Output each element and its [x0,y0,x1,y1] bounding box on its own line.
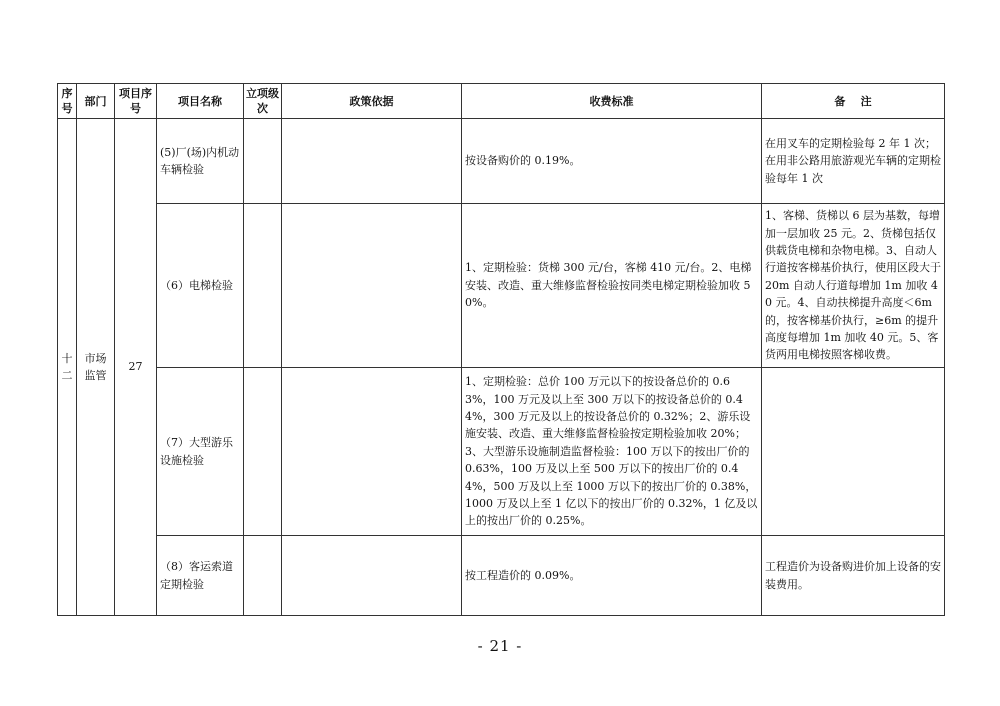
header-item-name: 项目名称 [157,84,244,119]
header-dept: 部门 [77,84,115,119]
header-row [58,84,945,119]
header-remark: 备 注 [762,84,945,119]
policy-cell [282,368,462,536]
item-name-cell: （7）大型游乐设施检验 [157,368,244,536]
table-row [58,119,945,204]
remark-cell: 工程造价为设备购进价加上设备的安装费用。 [762,536,945,616]
item-name-cell: (5)厂(场)内机动车辆检验 [157,119,244,204]
level-cell [244,368,282,536]
header-policy: 政策依据 [282,84,462,119]
level-cell [244,119,282,204]
header-standard: 收费标准 [462,84,762,119]
item-name-cell: （8）客运索道定期检验 [157,536,244,616]
policy-cell [282,204,462,368]
standard-cell: 1、定期检验：货梯 300 元/台，客梯 410 元/台。2、电梯安装、改造、重大维修监督检验按同类电梯定期检验加收 50%。 [462,204,762,368]
table-row [58,204,945,368]
standard-cell: 1、定期检验：总价 100 万元以下的按设备总价的 0.63%，100 万元及以上至 300 万以下的按设备总价的 0.44%，300 万元及以上的按设备总价的 0.32%；2、游乐设施安装、改造、重大维修监督检验按定期检验加收 20%；3、大型游乐设施制造监督检验：100 万以下的按出厂价的 0.63%，100 万及以上至 500 万以下的按出厂价的 0.44%，500 万及以上至 1000 万以下的按出厂价的 0.38%，1000 万及以上至 1 亿以下的按出厂价的 0.32%，1 亿及以上的按出厂价的 0.25%。 [462,368,762,536]
level-cell [244,536,282,616]
remark-cell: 1、客梯、货梯以 6 层为基数，每增加一层加收 25 元。2、货梯包括仅供载货电梯和杂物电梯。3、自动人行道按客梯基价执行，使用区段大于 20m 自动人行道每增加 1m 加收 40 元。4、自动扶梯提升高度＜6m 的，按客梯基价执行，≥6m 的提升高度每增加 1m 加收 40 元。5、客货两用电梯按照客梯收费。 [762,204,945,368]
header-seq: 序号 [58,84,77,119]
header-level: 立项级次 [244,84,282,119]
group-seq: 十二 [58,119,77,616]
table-row [58,368,945,536]
page-number: - 21 - [477,637,523,655]
group-item-no: 27 [115,119,157,616]
item-name-cell: （6）电梯检验 [157,204,244,368]
standard-cell: 按工程造价的 0.09%。 [462,536,762,616]
level-cell [244,204,282,368]
policy-cell [282,536,462,616]
group-dept: 市场监管 [77,119,115,616]
table-row [58,536,945,616]
fee-schedule-table [57,83,945,616]
policy-cell [282,119,462,204]
remark-cell [762,368,945,536]
header-item-no: 项目序号 [115,84,157,119]
remark-cell: 在用叉车的定期检验每 2 年 1 次；在用非公路用旅游观光车辆的定期检验每年 1 次 [762,119,945,204]
standard-cell: 按设备购价的 0.19%。 [462,119,762,204]
